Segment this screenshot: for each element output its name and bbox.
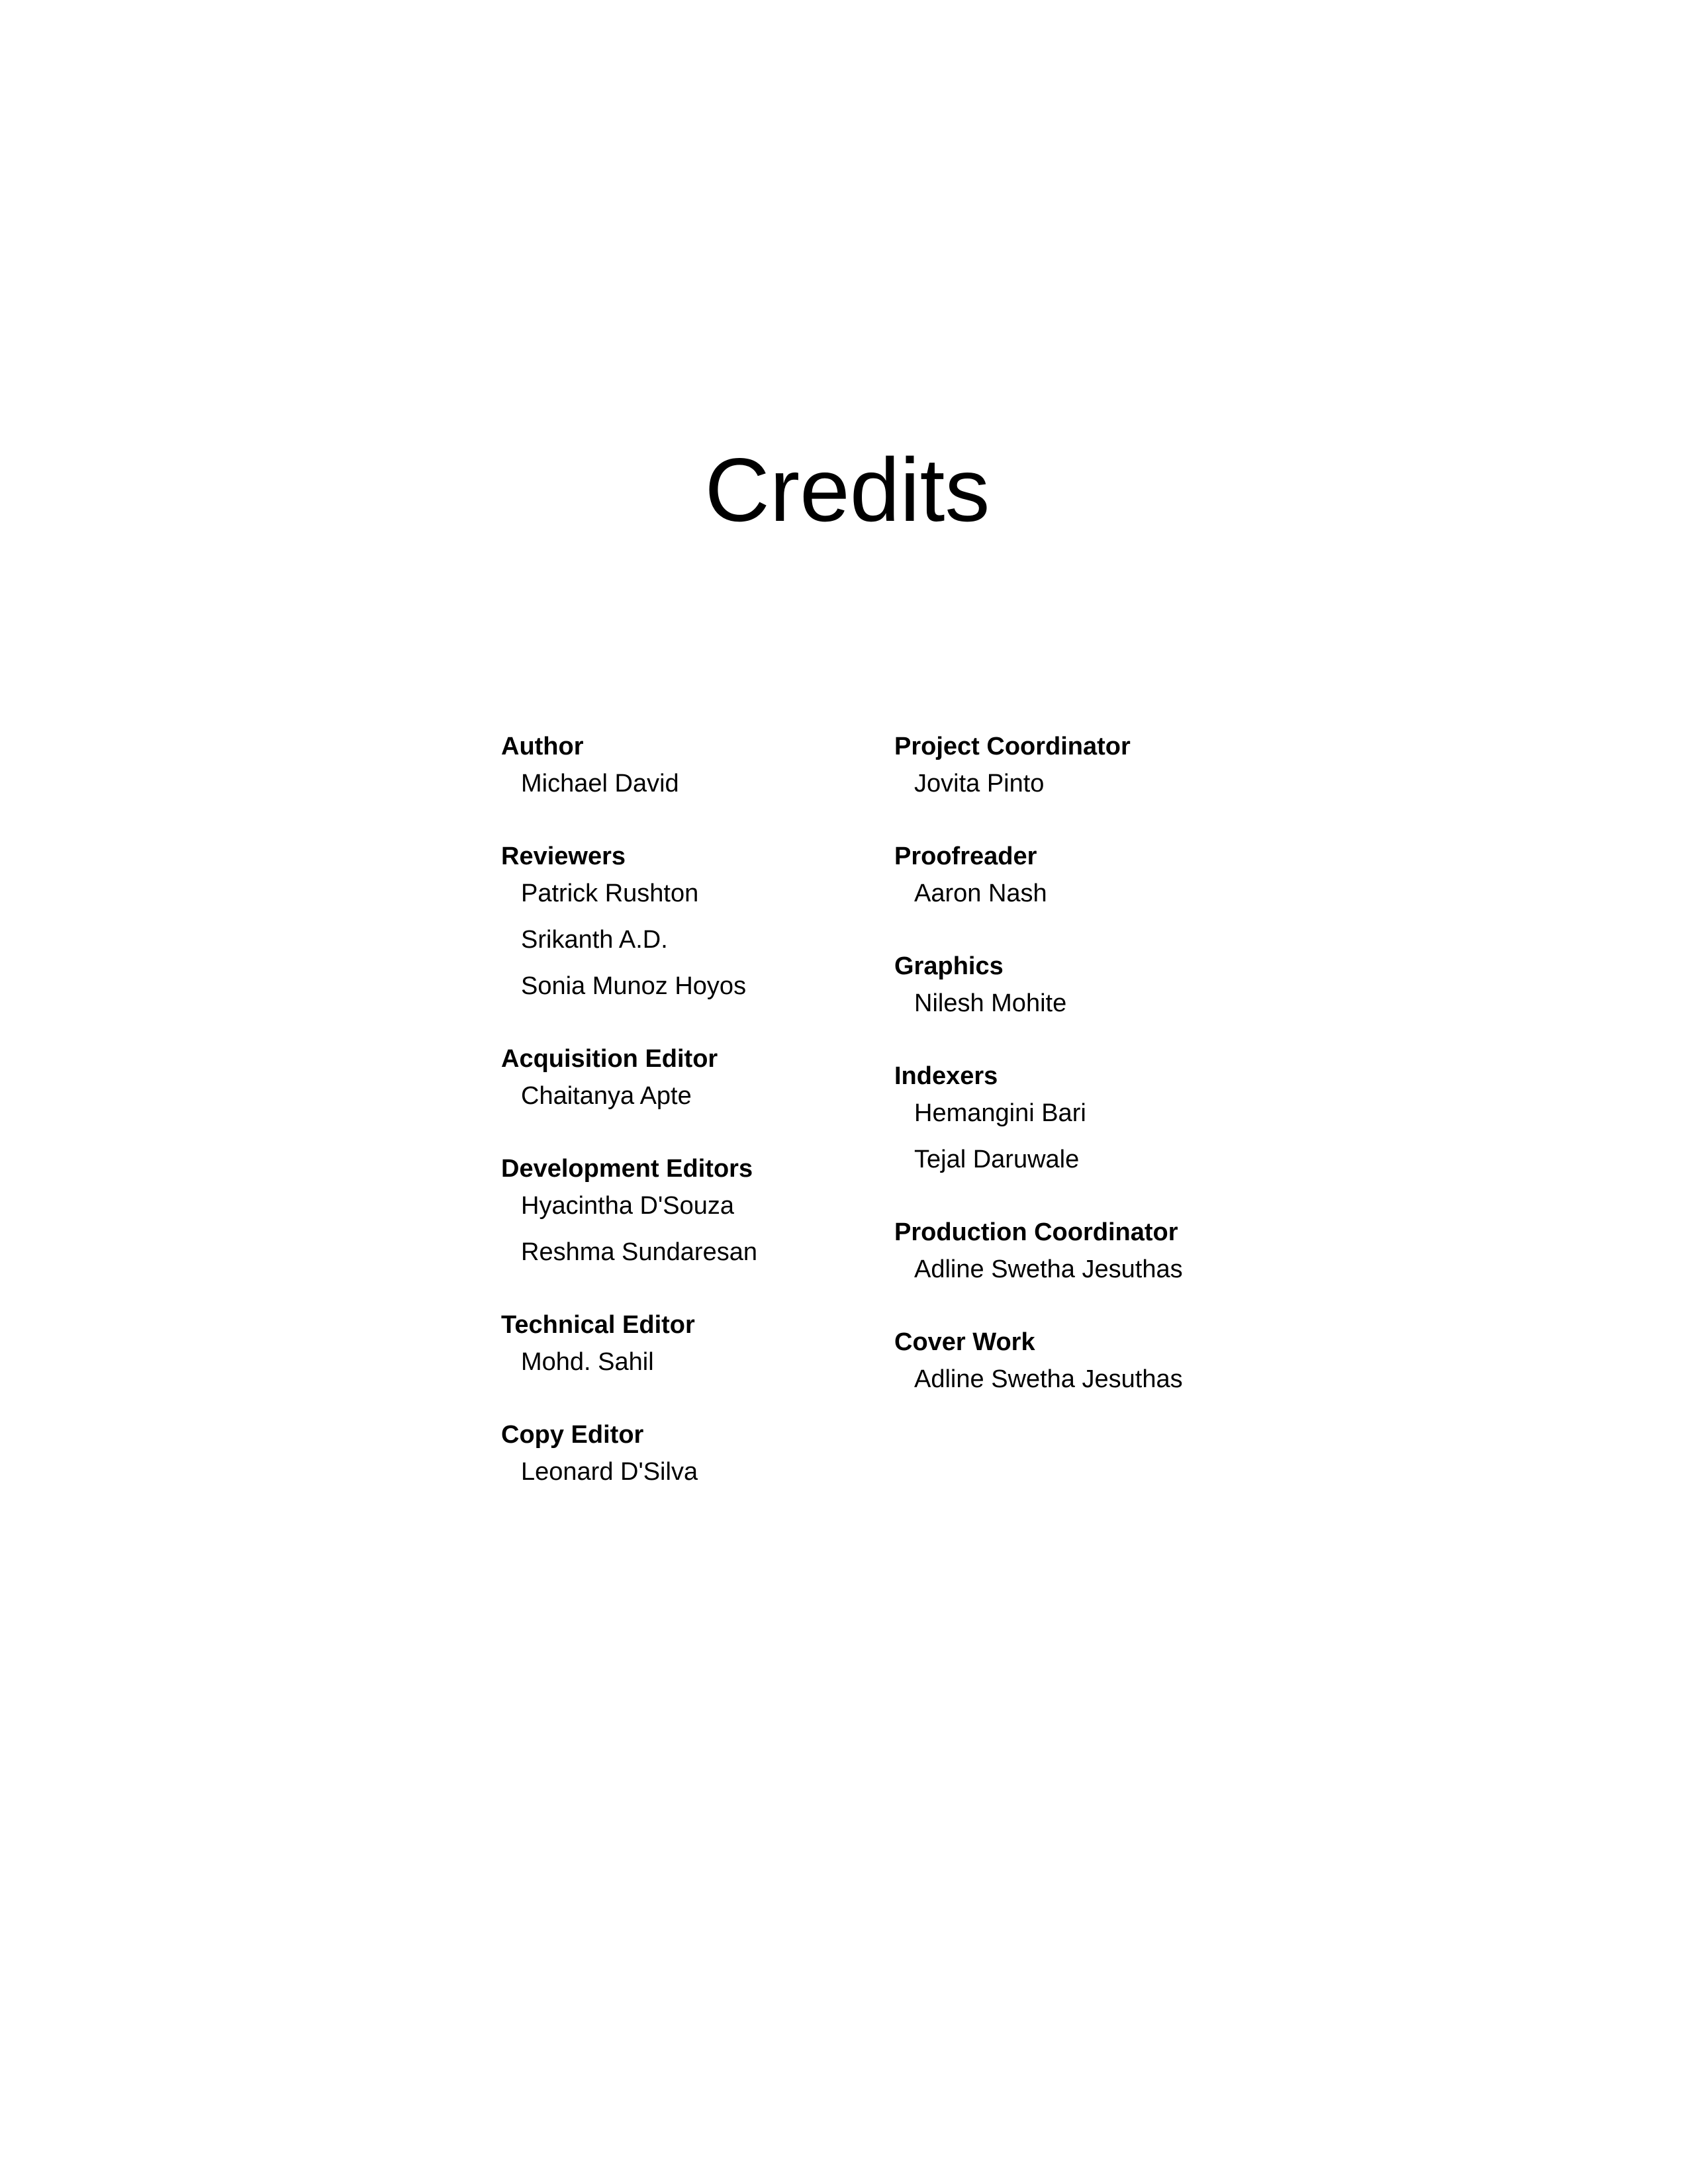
credit-role: Proofreader (894, 842, 1037, 870)
credit-role: Graphics (894, 952, 1004, 980)
credit-role: Development Editors (501, 1155, 753, 1183)
credit-name: Aaron Nash (914, 880, 1047, 907)
credit-name: Michael David (521, 770, 679, 797)
credits-right-column (894, 728, 1278, 1433)
credit-role: Cover Work (894, 1328, 1035, 1356)
credit-section-graphics (894, 948, 1278, 1022)
credit-role: Project Coordinator (894, 733, 1131, 760)
page-title: Credits (704, 439, 990, 540)
credit-section-copy-editor (501, 1416, 885, 1490)
credit-names (501, 1453, 885, 1490)
credit-role: Acquisition Editor (501, 1045, 718, 1073)
credit-name: Sonia Munoz Hoyos (521, 972, 747, 1000)
credit-role: Reviewers (501, 842, 626, 870)
credit-section-reviewers (501, 838, 885, 1005)
credits-left-column (501, 728, 885, 1526)
credit-names (501, 875, 885, 1005)
credit-name: Jovita Pinto (914, 770, 1045, 797)
credit-name: Hemangini Bari (914, 1099, 1086, 1127)
credit-names (894, 875, 1278, 912)
credit-name: Leonard D'Silva (521, 1458, 698, 1486)
credit-name: Reshma Sundaresan (521, 1238, 757, 1266)
credit-section-cover-work (894, 1324, 1278, 1398)
credit-section-production-coordinator (894, 1214, 1278, 1288)
credit-section-author (501, 728, 885, 802)
credit-section-technical-editor (501, 1306, 885, 1381)
credit-role: Indexers (894, 1062, 998, 1090)
credit-names (894, 985, 1278, 1022)
credit-names (894, 765, 1278, 802)
credit-role: Author (501, 733, 584, 760)
credit-name: Chaitanya Apte (521, 1082, 692, 1110)
credit-name: Adline Swetha Jesuthas (914, 1365, 1183, 1393)
credit-role: Technical Editor (501, 1311, 695, 1339)
credit-section-indexers (894, 1058, 1278, 1178)
credit-name: Adline Swetha Jesuthas (914, 1255, 1183, 1283)
credit-section-proofreader (894, 838, 1278, 912)
credit-role: Production Coordinator (894, 1218, 1178, 1246)
credit-names (501, 1343, 885, 1381)
credit-names (501, 1077, 885, 1115)
credit-name: Mohd. Sahil (521, 1348, 654, 1376)
credit-name: Hyacintha D'Souza (521, 1192, 734, 1220)
credit-section-development-editors (501, 1150, 885, 1271)
credit-name: Tejal Daruwale (914, 1146, 1080, 1173)
credit-name: Patrick Rushton (521, 880, 699, 907)
credit-name: Nilesh Mohite (914, 989, 1067, 1017)
credit-names (501, 765, 885, 802)
credit-names (501, 1187, 885, 1271)
credit-names (894, 1251, 1278, 1288)
credit-names (894, 1361, 1278, 1398)
credit-section-project-coordinator (894, 728, 1278, 802)
credit-section-acquisition-editor (501, 1040, 885, 1115)
credit-role: Copy Editor (501, 1421, 644, 1449)
credit-name: Srikanth A.D. (521, 926, 668, 954)
credit-names (894, 1095, 1278, 1178)
